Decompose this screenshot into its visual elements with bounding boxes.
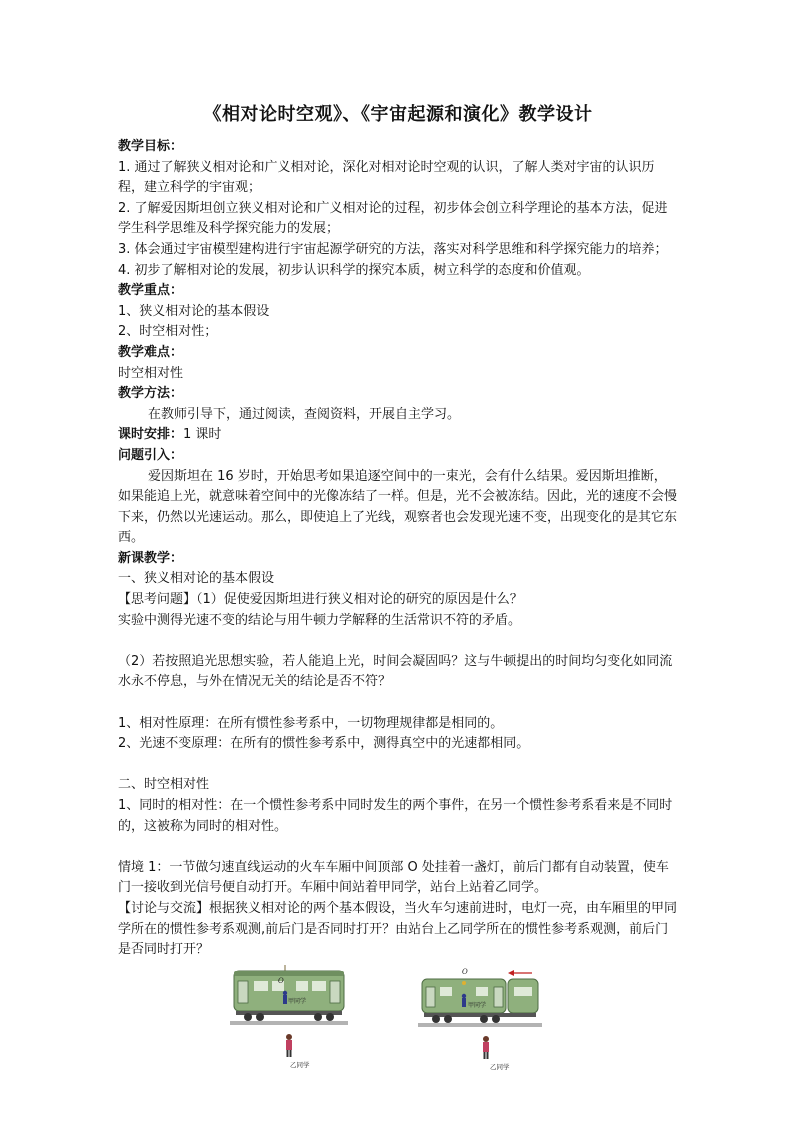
- student-a-body: [283, 995, 287, 1004]
- student-a-figure: [462, 994, 466, 998]
- student-b-body: [483, 1042, 489, 1052]
- doc-title: 《相对论时空观》、《宇宙起源和演化》教学设计: [203, 104, 593, 125]
- train-chassis: [236, 1011, 342, 1015]
- train-wheel: [314, 1013, 322, 1021]
- goal-item: 1. 通过了解狭义相对论和广义相对论，深化对相对论时空观的认识，了解人类对宇宙的认识历程，建立科学的宇宙观；: [118, 159, 655, 196]
- train-roof: [234, 971, 344, 976]
- schedule-heading: 课时安排：: [118, 427, 184, 443]
- student-b-leg: [287, 1050, 289, 1057]
- goal-item: 4. 初步了解相对论的发展，初步认识科学的探究本质，树立科学的态度和价值观。: [118, 262, 590, 278]
- student-b-leg: [487, 1052, 489, 1059]
- train-wheel: [444, 1015, 452, 1023]
- difficulty-heading: 教学难点：: [118, 344, 184, 360]
- train-wheel: [326, 1013, 334, 1021]
- train-window: [312, 981, 326, 991]
- new-lesson-heading: 新课教学：: [118, 550, 184, 566]
- spacer: [118, 755, 678, 776]
- question-one: [118, 590, 678, 611]
- principle-relativity: 1、相对性原理：在所有惯性参考系中，一切物理规律都是相同的。: [118, 715, 504, 731]
- question-two: （2）若按照追光思想实验，若人能追上光，时间会凝固吗？这与牛顿提出的时间均匀变化如同流水永不停息，与外在情况无关的结论是否不符？: [118, 653, 673, 690]
- question-one-text: （1）促使爱因斯坦进行狭义相对论的研究的原因是什么？: [196, 592, 523, 608]
- train-wheel: [480, 1015, 488, 1023]
- spacer: [118, 631, 678, 652]
- answer-one: 实验中测得光速不变的结论与用牛顿力学解释的生活常识不符的矛盾。: [118, 612, 522, 628]
- think-tag: 【思考问题】: [118, 592, 197, 608]
- student-b-figure: [483, 1036, 489, 1042]
- train-car-body: [234, 971, 344, 1011]
- schedule-value: 1 课时: [183, 427, 222, 443]
- student-b-figure: [286, 1034, 292, 1040]
- train-window: [296, 981, 308, 991]
- principle-light-speed: 2、光速不变原理：在所有的惯性参考系中，测得真空中的光速都相同。: [118, 736, 530, 752]
- schedule-line: [118, 425, 678, 446]
- key-heading: 教学重点：: [118, 283, 184, 299]
- goals-heading: 教学目标：: [118, 139, 184, 154]
- goal-item: 3. 体会通过宇宙模型建构进行宇宙起源学研究的方法，落实对科学思维和科学探究能力的培养；: [118, 241, 668, 257]
- train-figures: [118, 963, 678, 1083]
- difficulty-text: 时空相对性: [118, 365, 184, 381]
- lamp-icon: [462, 981, 466, 985]
- student-a-body: [462, 998, 466, 1007]
- rear-door: [238, 981, 248, 1003]
- rear-door: [426, 987, 435, 1007]
- front-door: [494, 987, 503, 1007]
- method-text: 在教师引导下，通过阅读，查阅资料，开展自主学习。: [148, 406, 461, 422]
- train-window: [514, 987, 532, 996]
- train-wheel: [256, 1013, 264, 1021]
- section-two-title: 二、时空相对性: [118, 777, 210, 793]
- train-chassis: [424, 1013, 536, 1017]
- lamp-label: O: [462, 967, 468, 976]
- scene-one-text: 情境 1：一节做匀速直线运动的火车车厢中间顶部 O 处挂着一盏灯，前后门都有自动装置，使车门一接收到光信号便自动打开。车厢中间站着甲同学，站台上站着乙同学。: [118, 859, 669, 896]
- train-window: [254, 981, 268, 991]
- train-wheel: [492, 1015, 500, 1023]
- student-b-leg: [484, 1052, 486, 1059]
- student-a-label: 甲同学: [468, 1001, 487, 1009]
- train-wheel: [432, 1015, 440, 1023]
- platform-track: [230, 1021, 348, 1025]
- front-door: [330, 981, 340, 1003]
- intro-heading: 问题引入：: [118, 447, 184, 463]
- method-heading: 教学方法：: [118, 386, 184, 402]
- train-window: [476, 987, 488, 996]
- train-figure-1: [230, 963, 348, 1081]
- key-point: 2、时空相对性；: [118, 324, 218, 340]
- arrow-left-icon: [508, 970, 514, 976]
- student-b-label: 乙同学: [490, 1062, 510, 1071]
- train-window: [440, 987, 452, 996]
- spacer: [118, 837, 678, 858]
- student-b-body: [286, 1040, 292, 1050]
- student-b-leg: [290, 1050, 292, 1057]
- student-a-figure: [283, 991, 287, 995]
- train-figure-2: [418, 963, 542, 1081]
- platform-track: [418, 1023, 542, 1027]
- student-a-label: 甲同学: [288, 997, 307, 1005]
- intro-text: 爱因斯坦在 16 岁时，开始思考如果追逐空间中的一束光，会有什么结果。爱因斯坦推断，如果能追上光，就意味着空间中的光像冻结了一样。但是，光不会被冻结。因此，光的速度不会慢下来，仍然以光速运动。那么，即使追上了光线，观察者也会发现光速不变，出现变化的是其它东西。: [118, 468, 678, 546]
- student-b-label: 乙同学: [290, 1060, 310, 1069]
- section-one-title: 一、狭义相对论的基本假设: [118, 571, 275, 587]
- goal-item: 2. 了解爱因斯坦创立狭义相对论和广义相对论的过程，初步体会创立科学理论的基本方法，促进学生科学思维及科学探究能力的发展；: [118, 200, 668, 237]
- key-point: 1、狭义相对论的基本假设: [118, 303, 270, 319]
- train-wheel: [244, 1013, 252, 1021]
- lamp-label: O: [278, 976, 284, 985]
- spacer: [118, 693, 678, 714]
- discussion-text: 【讨论与交流】根据狭义相对论的两个基本假设，当火车匀速前进时，电灯一亮，由车厢里的甲同学所在的惯性参考系观测,前后门是否同时打开？由站台上乙同学所在的惯性参考系观测，前后门是否同时打开？: [118, 900, 678, 958]
- document-body: [118, 103, 678, 1083]
- simultaneity-definition: 1、同时的相对性：在一个惯性参考系中同时发生的两个事件，在另一个惯性参考系看来是不同时的，这被称为同时的相对性。: [118, 798, 673, 834]
